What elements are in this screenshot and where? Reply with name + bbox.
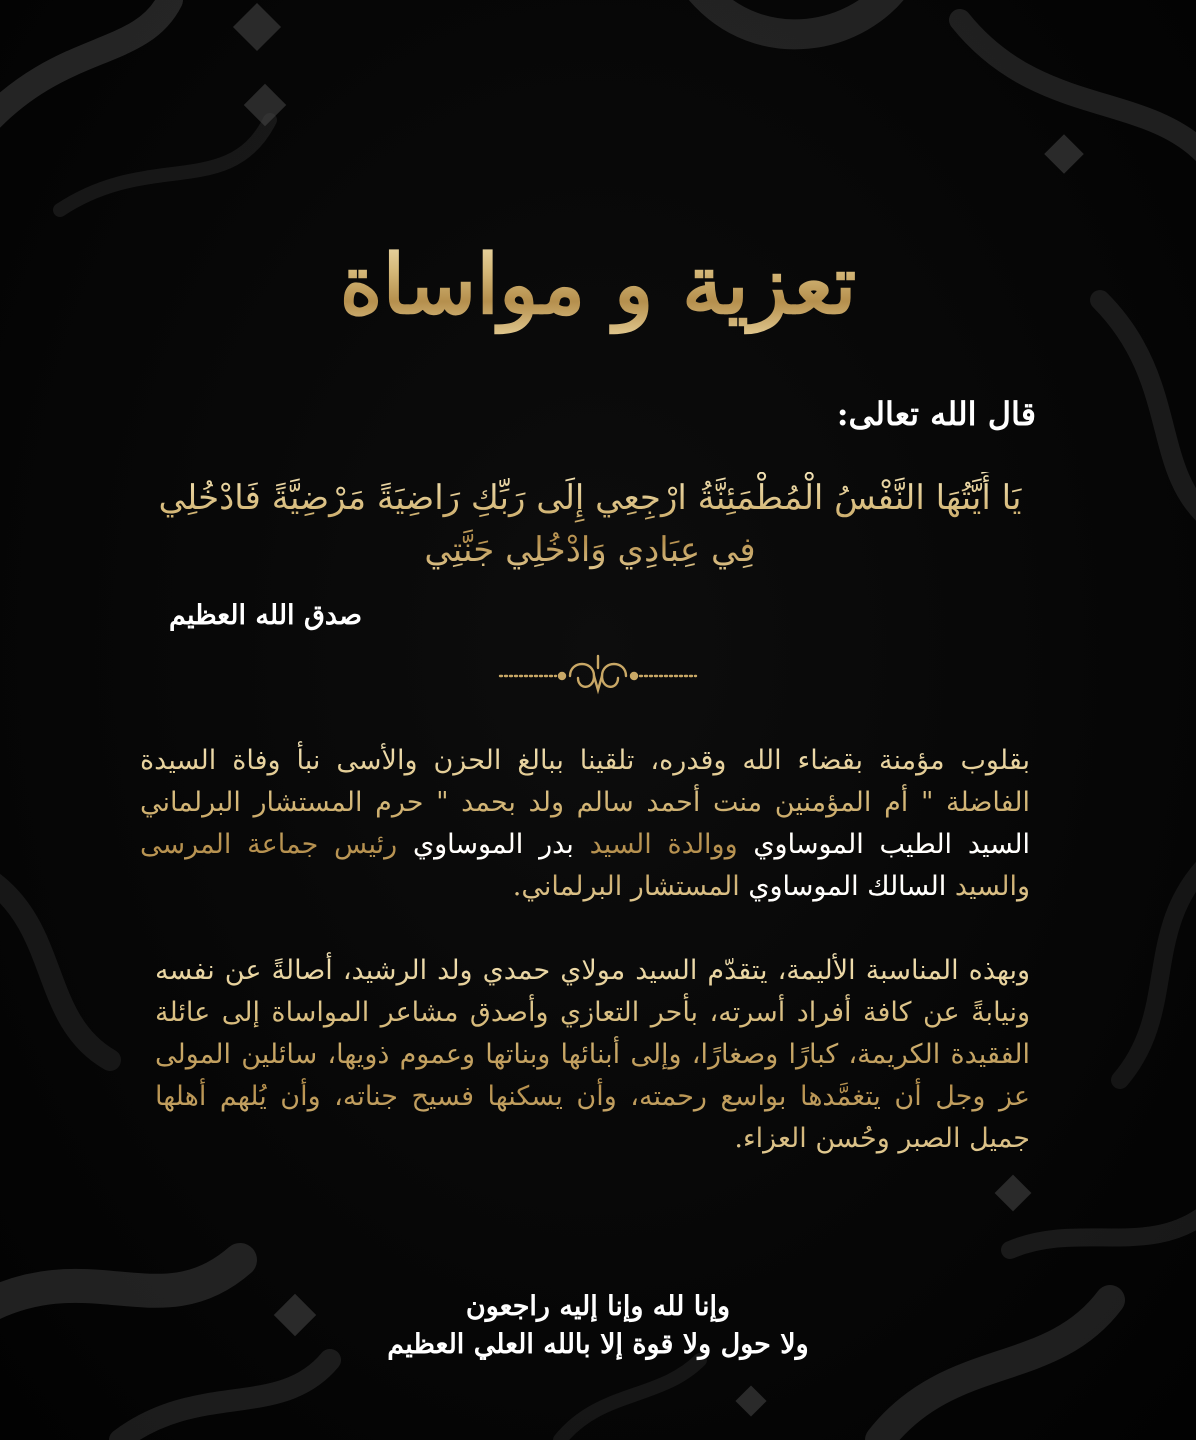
closing-line-2: ولا حول ولا قوة إلا بالله العلي العظيم bbox=[387, 1329, 809, 1360]
name-tayeb-moussaoui: السيد الطيب الموساوي bbox=[753, 829, 1030, 860]
condolence-paragraph-2: وبهذه المناسبة الأليمة، يتقدّم السيد مولاي حمدي ولد الرشيد، أصالةً عن نفسه ونيابةً عن كافة أفراد أسرته، بأحر التعازي وأصدق مشاعر المواساة إلى عائلة الفقيدة الكريمة، كبارًا وصغارًا، وإلى أبنائها وبناتها وعموم ذويها، سائلين المولى عز وجل أن يتغمَّدها بواسع رحمته، وأن يسكنها فسيح جناته، وأن يُلهم أهلها جميل الصبر وحُسن العزاء. bbox=[155, 950, 1030, 1160]
verse-intro: قال الله تعالى: bbox=[836, 395, 1036, 433]
paragraph-1-text-a: بقلوب مؤمنة بقضاء الله وقدره، تلقينا ببالغ الحزن والأسى نبأ وفاة السيدة الفاضلة " أم المؤمنين منت أحمد سالم ولد بحمد " حرم المستشار البرلماني bbox=[140, 745, 1030, 818]
paragraph-1-text-c: رئيس جماعة المرسى bbox=[140, 829, 413, 860]
name-badr-moussaoui: بدر الموساوي bbox=[412, 829, 574, 860]
verse-closing: صدق الله العظيم bbox=[168, 600, 362, 631]
page-title: تعزية و مواساة bbox=[0, 230, 1196, 340]
condolence-paragraph-1 bbox=[140, 740, 1030, 908]
closing-line-1: وإنا لله وإنا إليه راجعون bbox=[465, 1291, 731, 1322]
paragraph-1-text-e: المستشار البرلماني. bbox=[512, 871, 749, 902]
ornament-divider bbox=[498, 650, 698, 702]
closing-prayer bbox=[0, 1288, 1196, 1364]
paragraph-1-text-b: ووالدة السيد bbox=[573, 829, 754, 860]
quran-verse: يَا أَيَّتُهَا النَّفْسُ الْمُطْمَئِنَّةُ ارْجِعِي إِلَى رَبِّكِ رَاضِيَةً مَرْضِيَّةً فَادْخُلِي فِي عِبَادِي وَادْخُلِي جَنَّتِي bbox=[145, 472, 1035, 576]
name-salek-moussaoui: السالك الموساوي bbox=[748, 871, 947, 902]
paragraph-1-text-d: والسيد bbox=[946, 871, 1030, 902]
